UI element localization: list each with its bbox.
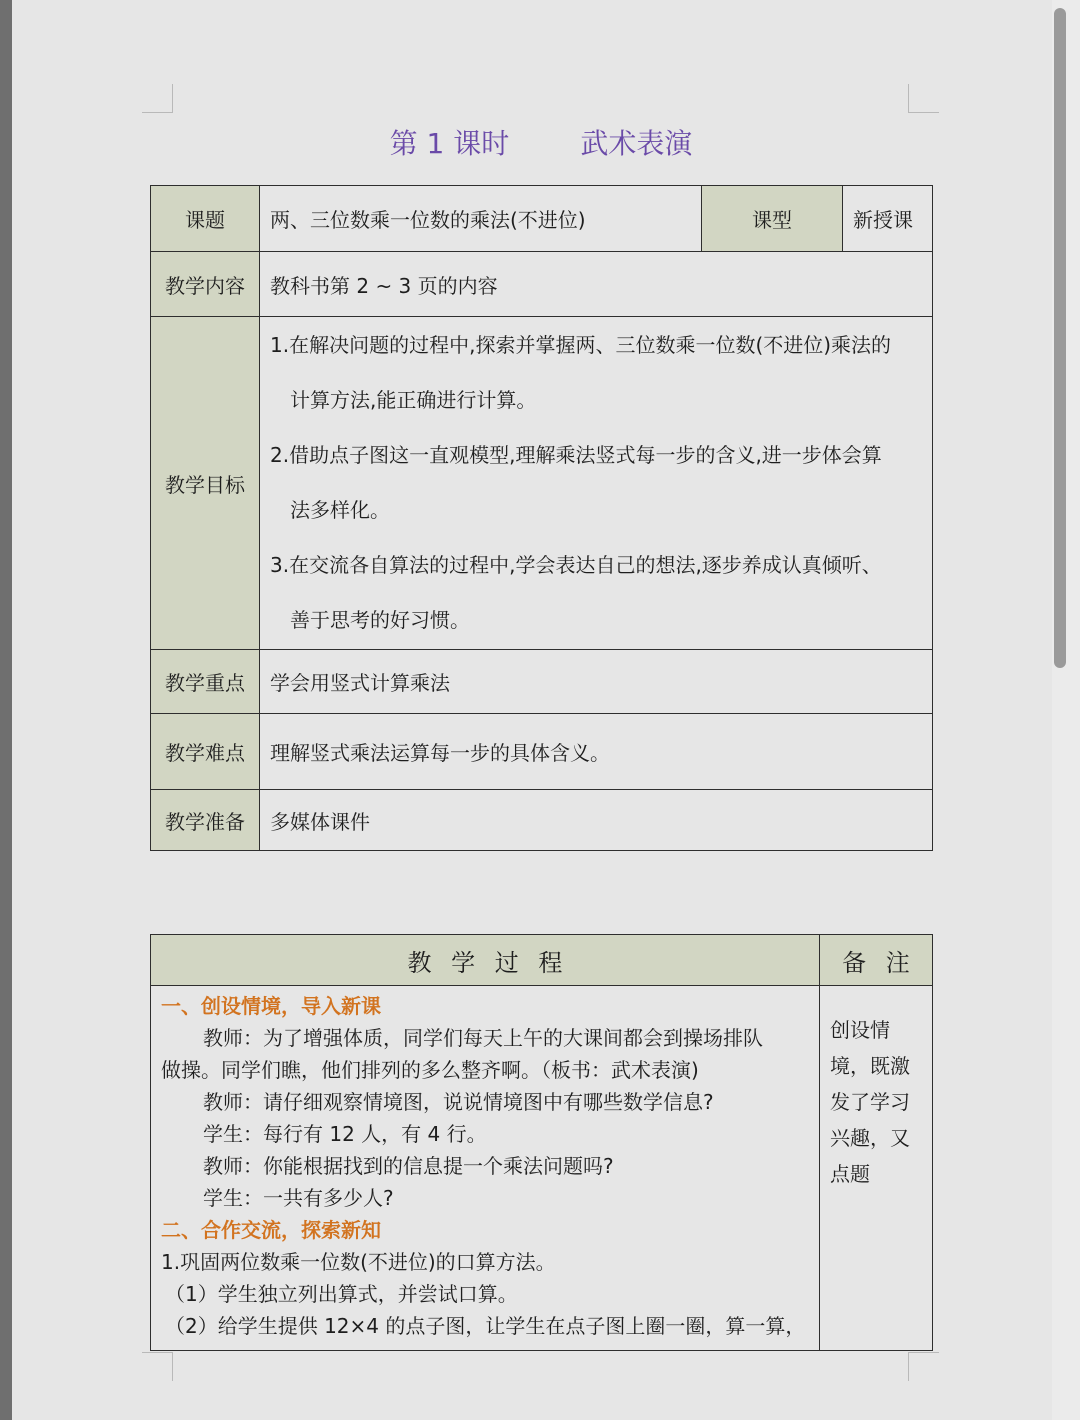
note-line: 发了学习 — [830, 1090, 910, 1114]
note-line: 境，既激 — [830, 1054, 910, 1078]
process-content — [151, 986, 820, 1351]
dialogue-line: 学生：每行有 12 人，有 4 行。 — [203, 1122, 487, 1146]
topic-value: 两、三位数乘一位数的乘法(不进位) — [260, 186, 702, 252]
note-line: 兴趣，又 — [830, 1126, 910, 1150]
table-row — [151, 186, 933, 252]
key-point-label: 教学重点 — [151, 650, 260, 714]
content-value: 教科书第 2 ~ 3 页的内容 — [260, 252, 933, 317]
dialogue-line: 做操。同学们瞧，他们排列的多么整齐啊。（板书：武术表演) — [161, 1058, 699, 1082]
page-corner-mark — [142, 1352, 173, 1381]
notes-content — [820, 986, 933, 1351]
dialogue-line: 教师：请仔细观察情境图，说说情境图中有哪些数学信息? — [203, 1090, 714, 1114]
table-row — [151, 790, 933, 851]
lesson-title — [150, 120, 932, 168]
difficulty-label: 教学难点 — [151, 714, 260, 790]
table-row — [151, 714, 933, 790]
section-heading: 二、合作交流，探索新知 — [161, 1218, 381, 1242]
page-corner-mark — [142, 84, 173, 113]
note-line: 创设情 — [830, 1018, 890, 1042]
preparation-label: 教学准备 — [151, 790, 260, 851]
teaching-process-table — [150, 934, 933, 1351]
goal-item: 1.在解决问题的过程中,探索并掌握两、三位数乘一位数(不进位)乘法的 — [270, 333, 892, 357]
table-row — [151, 252, 933, 317]
table-row — [151, 317, 933, 650]
goals-label: 教学目标 — [151, 317, 260, 650]
page-corner-mark — [908, 84, 939, 113]
goal-item: 法多样化。 — [290, 498, 390, 522]
step-line: （2）给学生提供 12×4 的点子图，让学生在点子图上圈一圈，算一算， — [165, 1314, 806, 1338]
notes-header: 备 注 — [820, 935, 933, 986]
type-value: 新授课 — [843, 186, 933, 252]
goals-list — [260, 317, 933, 650]
lesson-number: 第 1 课时 — [389, 127, 510, 160]
goal-item: 3.在交流各自算法的过程中,学会表达自己的想法,逐步养成认真倾听、 — [270, 553, 882, 577]
step-line: （1）学生独立列出算式，并尝试口算。 — [165, 1282, 518, 1306]
process-header: 教 学 过 程 — [151, 935, 820, 986]
lesson-topic: 武术表演 — [580, 127, 693, 160]
step-line: 1.巩固两位数乘一位数(不进位)的口算方法。 — [161, 1250, 556, 1274]
lesson-info-table — [150, 185, 933, 851]
goal-item: 2.借助点子图这一直观模型,理解乘法竖式每一步的含义,进一步体会算 — [270, 443, 882, 467]
table-row — [151, 986, 933, 1351]
preparation-value: 多媒体课件 — [260, 790, 933, 851]
dialogue-line: 教师：为了增强体质，同学们每天上午的大课间都会到操场排队 — [203, 1026, 763, 1050]
table-row — [151, 650, 933, 714]
page-corner-mark — [908, 1352, 939, 1381]
goal-item: 计算方法,能正确进行计算。 — [290, 388, 537, 412]
topic-label: 课题 — [151, 186, 260, 252]
content-label: 教学内容 — [151, 252, 260, 317]
section-heading: 一、创设情境，导入新课 — [161, 994, 381, 1018]
difficulty-value: 理解竖式乘法运算每一步的具体含义。 — [260, 714, 933, 790]
type-label: 课型 — [702, 186, 843, 252]
dialogue-line: 学生：一共有多少人? — [203, 1186, 394, 1210]
note-line: 点题 — [830, 1162, 870, 1186]
key-point-value: 学会用竖式计算乘法 — [260, 650, 933, 714]
dialogue-line: 教师：你能根据找到的信息提一个乘法问题吗? — [203, 1154, 614, 1178]
goal-item: 善于思考的好习惯。 — [290, 608, 470, 632]
scrollbar-thumb[interactable] — [1054, 8, 1066, 668]
table-row — [151, 935, 933, 986]
